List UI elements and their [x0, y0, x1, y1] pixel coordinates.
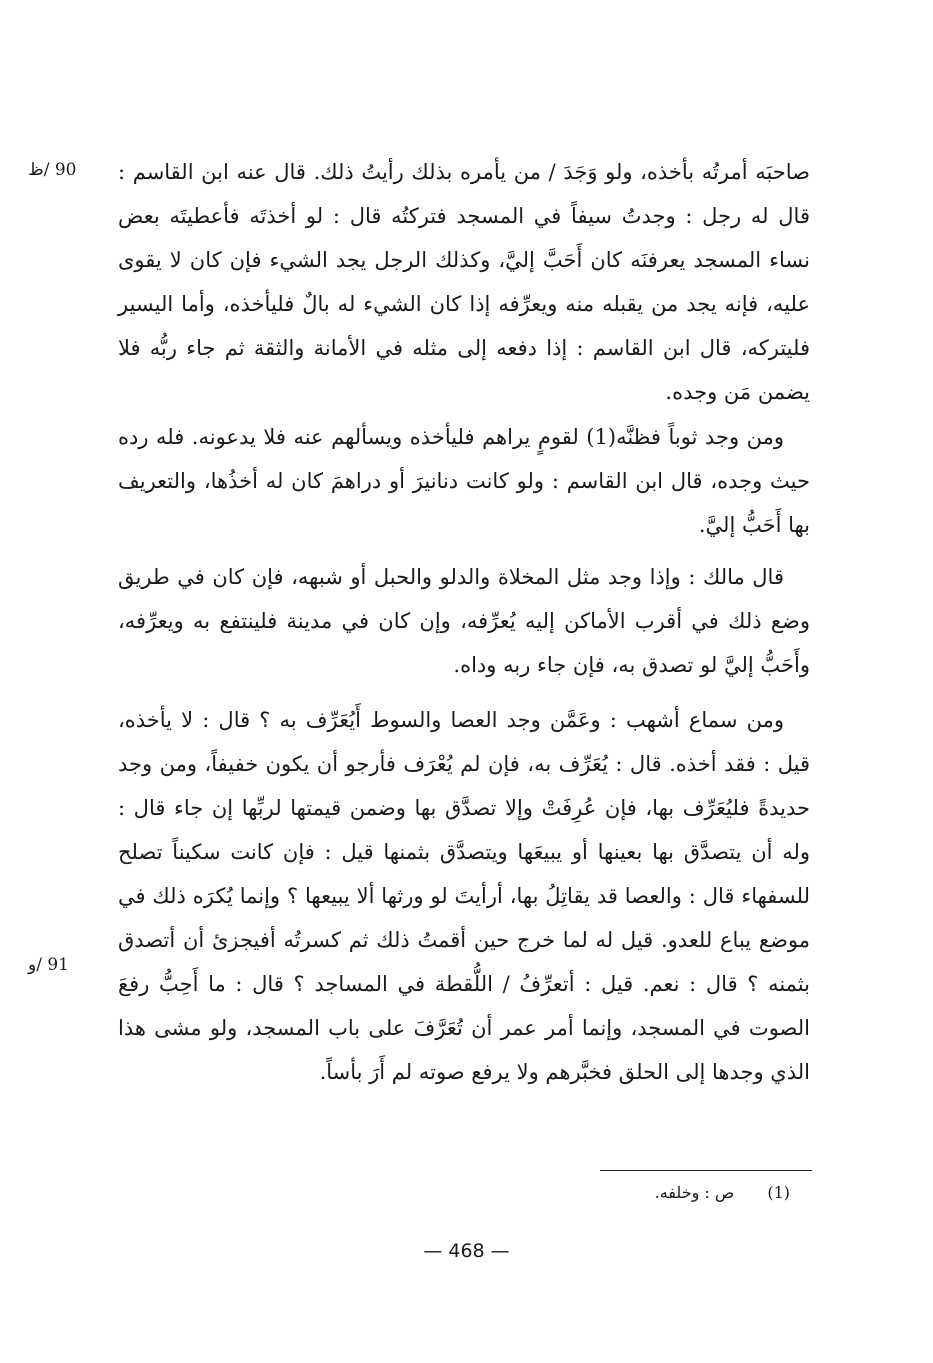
- paragraph-text: ومن سماع أشهب : وعَمَّن وجد العصا والسوط أَيُعَرِّف به ؟ قال : لا يأخذه، قيل : فقد أخذه. قال : يُعَرِّف به، فإن لم يُعْرَف فأرجو أن يكون خفيفاً، ومن وجد حديدةً فليُعَرِّف بها، فإن عُرِفَتْ وإلا تصدَّق بها وضمن قيمتها لربِّها إن جاء قال : وله أن يتصدَّق بها بعينها أو يبيعَها ويتصدَّق بثمنها قيل : فإن كانت سكيناً تصلح للسفهاء قال : والعصا قد يقاتِلُ بها، أرأيتَ لو ورثها ألا يبيعها ؟ وإنما يُكرَه ذلك في موضع يباع للعدو. قيل له لما خرج حين أقمتُ ذلك ثم كسرتُه أفيجزئ أن أتصدق بثمنه ؟ قال : نعم. قيل : أتعرِّفُ / اللُّقطة في المساجد ؟ قال : ما أَحِبُّ رفعَ الصوت في المسجد، وإنما أمر عمر أن تُعَرَّفَ على باب المسجد، ولو مشى هذا الذي وجدها إلى الحلق فخبَّرهم ولا يرفع صوته لم أَرَ بأساً.: [118, 708, 810, 1084]
- footnote-divider: [600, 1170, 812, 1171]
- paragraph-text: ومن وجد ثوباً فظنَّه(1) لقومٍ يراهم فليأخذه ويسألهم عنه فلا يدعونه. فله رده حيث وجده، قال ابن القاسم : ولو كانت دنانيرَ أو دراهمَ كان له أخذُها، والتعريف بها أَحَبُّ إليَّ.: [118, 425, 810, 537]
- footnote-text: ص : وخلفه.: [654, 1183, 735, 1202]
- page-number: — 468 —: [423, 1240, 510, 1262]
- footnote: [520, 1180, 790, 1206]
- paragraph: [118, 150, 810, 414]
- footnote-number: (1): [767, 1183, 790, 1202]
- paragraph-text: قال مالك : وإذا وجد مثل المخلاة والدلو والحبل أو شبهه، فإن كان في طريق وضع ذلك في أقرب الأماكن إليه يُعرِّفه، وإن كان في مدينة فلينتفع به ويعرِّفه، وأَحَبُّ إليَّ لو تصدق به، فإن جاء ربه وداه.: [118, 565, 810, 677]
- margin-folio-note: 90 /ظ: [28, 160, 77, 180]
- paragraph-text: صاحبَه أمرتُه بأخذه، ولو وَجَدَ / من يأمره بذلك رأيتُ ذلك. قال عنه ابن القاسم : قال له رجل : وجدتُ سيفاً في المسجد فتركتُه قال : لو أخذتَه فأعطيتَه بعض نساء المسجد يعرفنَه كان أَحَبَّ إليَّ، وكذلك الرجل يجد الشيء فإن كان لا يقوى عليه، فإنه يجد من يقبله منه ويعرِّفه إذا كان الشيء له بالٌ فليأخذه، وأما اليسير فليتركه، قال ابن القاسم : إذا دفعه إلى مثله في الأمانة والثقة ثم جاء ربُّه فلا يضمن مَن وجده.: [118, 160, 810, 404]
- paragraph: [118, 415, 810, 547]
- paragraph: [118, 555, 810, 687]
- paragraph: [118, 698, 810, 1094]
- margin-folio-note: 91 /و: [28, 955, 69, 975]
